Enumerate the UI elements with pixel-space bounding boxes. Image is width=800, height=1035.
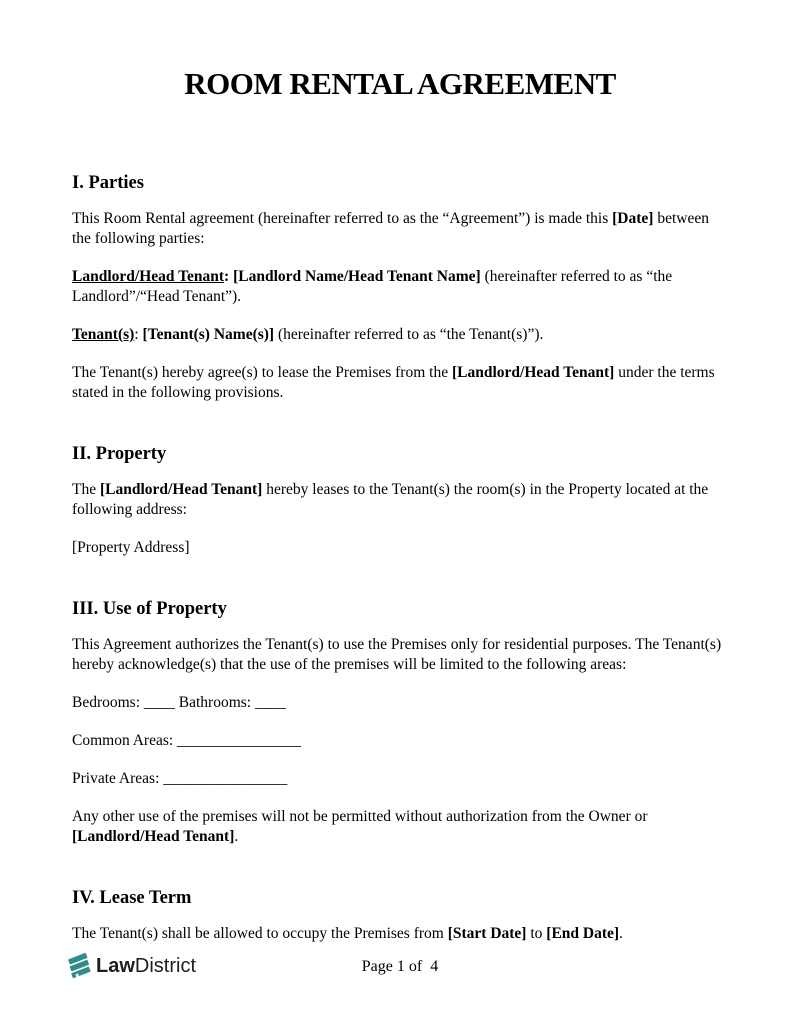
paragraph-property-intro: The [Landlord/Head Tenant] hereby leases to the Tenant(s) the room(s) in the Property located at the following address: xyxy=(72,481,709,519)
brand-text-law: Law xyxy=(96,954,135,977)
section-parties xyxy=(72,172,728,403)
paragraph-use-intro: This Agreement authorizes the Tenant(s) to use the Premises only for residential purposes. The Tenant(s) hereby acknowledge(s) that the use of the premises will be limited to the following areas: xyxy=(72,636,722,674)
page-number: Page 1 of 4 xyxy=(361,958,439,975)
paragraph-other-use-restriction: Any other use of the premises will not be permitted without authorization from the Owner or [Landlord/Head Tenant]. xyxy=(72,808,648,846)
brand-text-district: District xyxy=(134,954,197,977)
section-heading-lease-term: IV. Lease Term xyxy=(72,888,192,909)
document-title: ROOM RENTAL AGREEMENT xyxy=(184,66,616,101)
section-heading-property: II. Property xyxy=(72,443,167,464)
section-use-of-property xyxy=(72,598,728,847)
section-property xyxy=(72,443,728,558)
paragraph-landlord-definition: Landlord/Head Tenant: [Landlord Name/Head Tenant Name] (hereinafter referred to as “the Landlord”/“Head Tenant”). xyxy=(72,267,673,305)
paragraph-bedrooms-bathrooms-blank: Bedrooms: ____ Bathrooms: ____ xyxy=(72,694,286,712)
section-lease-term xyxy=(72,887,728,944)
section-heading-parties: I. Parties xyxy=(72,172,144,193)
paragraph-parties-intro: This Room Rental agreement (hereinafter referred to as the “Agreement”) is made this [Date] between the following parties: xyxy=(72,209,709,247)
section-heading-use-of-property: III. Use of Property xyxy=(72,599,227,620)
paragraph-lease-term: The Tenant(s) shall be allowed to occupy the Premises from [Start Date] to [End Date]. xyxy=(72,925,623,943)
paragraph-tenant-definition: Tenant(s): [Tenant(s) Name(s)] (hereinafter referred to as “the Tenant(s)”). xyxy=(72,325,544,343)
paragraph-lease-statement: The Tenant(s) hereby agree(s) to lease the Premises from the [Landlord/Head Tenant] under the terms stated in the following provisions. xyxy=(72,363,715,401)
paragraph-property-address: [Property Address] xyxy=(72,539,190,557)
page-footer xyxy=(0,948,800,992)
paragraph-common-areas-blank: Common Areas: ________________ xyxy=(72,732,302,750)
paragraph-private-areas-blank: Private Areas: ________________ xyxy=(72,770,288,788)
